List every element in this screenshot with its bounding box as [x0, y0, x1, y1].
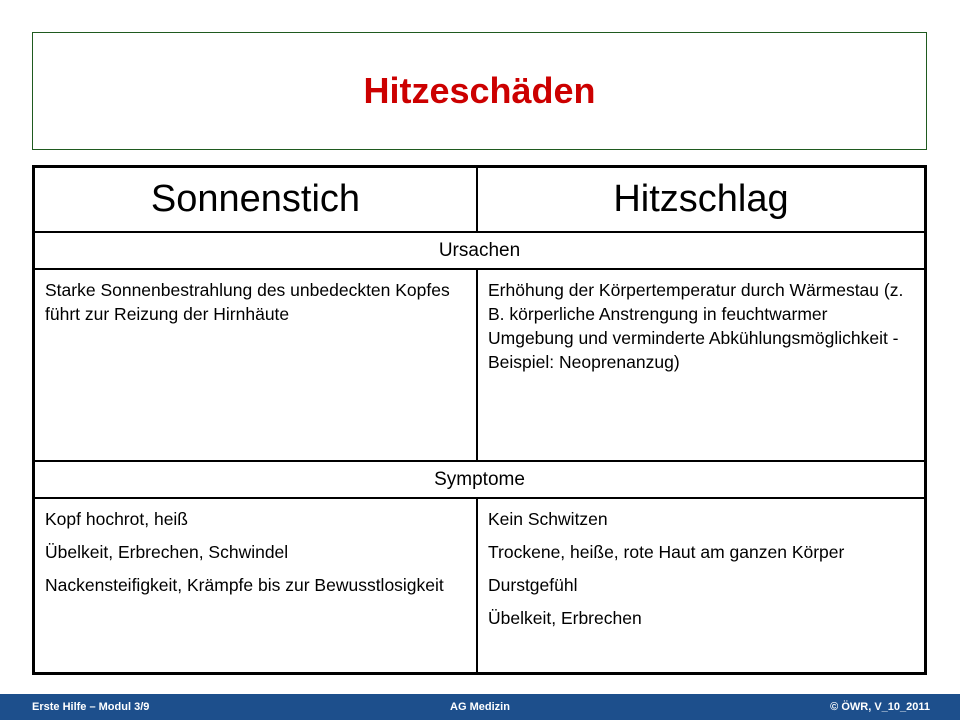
- comparison-table: [32, 165, 927, 675]
- symptom-item: Trockene, heiße, rote Haut am ganzen Körper: [488, 542, 845, 562]
- causes-sonnenstich: [35, 270, 478, 460]
- symptom-item: Übelkeit, Erbrechen: [488, 608, 642, 628]
- causes-hitzschlag: [478, 270, 924, 460]
- symptoms-row: [35, 499, 924, 674]
- footer-copyright: © ÖWR, V_10_2011: [830, 701, 930, 713]
- symptom-item: Durstgefühl: [488, 575, 578, 595]
- header-hitzschlag: Hitzschlag: [613, 178, 789, 220]
- symptoms-sonnenstich: [35, 499, 478, 674]
- footer-bar: [0, 694, 960, 720]
- symptom-item: Kopf hochrot, heiß: [45, 509, 188, 529]
- header-sonnenstich: Sonnenstich: [35, 168, 478, 231]
- section-row-symptoms: [35, 462, 924, 499]
- title-box: [32, 32, 927, 150]
- symptom-item: Übelkeit, Erbrechen, Schwindel: [45, 542, 289, 562]
- slide-title: Hitzeschäden: [363, 70, 596, 111]
- header-row: [35, 168, 924, 233]
- symptom-item: Nackensteifigkeit, Krämpfe bis zur Bewusstlosigkeit: [45, 575, 444, 595]
- symptom-item: Kein Schwitzen: [488, 509, 608, 529]
- footer-module: Erste Hilfe – Modul 3/9: [32, 701, 150, 713]
- section-row-causes: [35, 233, 924, 270]
- cause-text-sonnenstich: Starke Sonnenbestrahlung des unbedeckten Kopfes führt zur Reizung der Hirnhäute: [45, 280, 450, 324]
- cause-text-hitzschlag: Erhöhung der Körpertemperatur durch Wärmestau (z. B. körperliche Anstrengung in feuchtwarmer Umgebung und verminderte Abkühlungsmöglichkeit - Beispiel: Neoprenanzug): [488, 280, 904, 372]
- symptoms-hitzschlag: [478, 499, 924, 674]
- causes-row: [35, 270, 924, 462]
- section-label-symptoms: Symptome: [434, 468, 525, 490]
- section-label-causes: Ursachen: [438, 239, 521, 261]
- footer-group: AG Medizin: [450, 701, 510, 713]
